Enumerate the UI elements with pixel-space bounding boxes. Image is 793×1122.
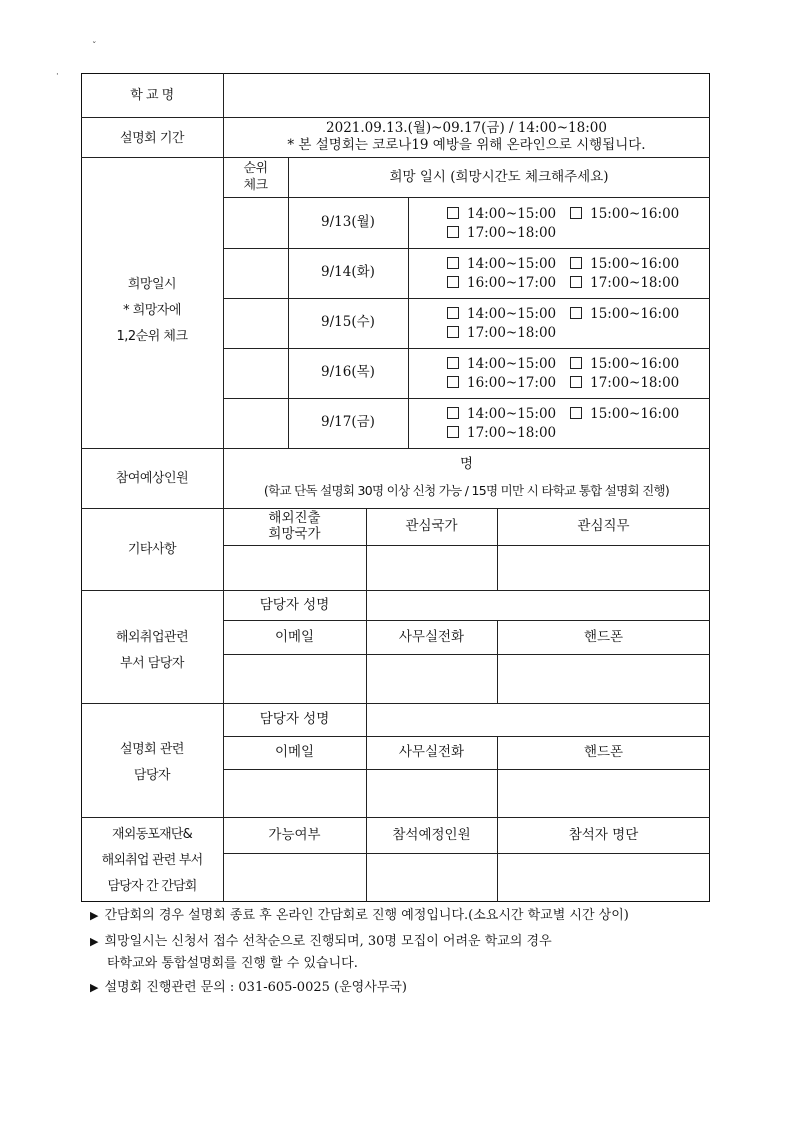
session-mobile-input[interactable] xyxy=(499,771,708,816)
bullet-arrow-icon: ▶ xyxy=(90,909,99,922)
rank-input[interactable] xyxy=(225,400,287,447)
time-slots xyxy=(447,255,679,293)
expected-count-input[interactable] xyxy=(368,855,496,900)
rank-input[interactable] xyxy=(225,250,287,297)
time-slot[interactable]: 14:00~15:00 xyxy=(447,405,556,423)
time-slot[interactable]: 15:00~16:00 xyxy=(570,405,679,423)
row-divider xyxy=(81,817,710,818)
time-slot[interactable]: 17:00~18:00 xyxy=(447,324,556,342)
school-name-input[interactable] xyxy=(225,75,708,116)
availability-input[interactable] xyxy=(225,855,365,900)
email-header: 이메일 xyxy=(274,629,315,645)
row-divider xyxy=(223,769,710,770)
col-divider xyxy=(288,157,289,448)
desired-country-input[interactable] xyxy=(225,547,365,589)
scan-speck: · xyxy=(56,70,59,80)
checkbox-icon[interactable] xyxy=(447,207,459,219)
checkbox-icon[interactable] xyxy=(570,407,582,419)
checkbox-icon[interactable] xyxy=(447,326,459,338)
checkbox-icon[interactable] xyxy=(570,357,582,369)
row-divider xyxy=(223,197,710,198)
note-item: ▶ 간담회의 경우 설명회 종료 후 온라인 간담회로 진행 예정입니다.(소요시간 학교별 시간 상이) xyxy=(90,908,629,923)
office-phone-header: 사무실전화 xyxy=(398,629,465,645)
date-label: 9/13(월) xyxy=(321,214,375,230)
time-slot[interactable]: 16:00~17:00 xyxy=(447,374,556,392)
time-slots xyxy=(447,405,679,443)
email-header: 이메일 xyxy=(274,744,315,760)
checkbox-icon[interactable] xyxy=(447,426,459,438)
period-online-notice: * 본 설명회는 코로나19 예방을 위해 온라인으로 시행됩니다. xyxy=(287,137,646,153)
col-divider xyxy=(408,197,409,448)
time-slot[interactable]: 17:00~18:00 xyxy=(447,424,556,442)
session-email-input[interactable] xyxy=(225,771,365,816)
time-slots xyxy=(447,205,679,243)
desired-country-header: 해외진출 희망국가 xyxy=(268,510,321,542)
row-divider xyxy=(223,620,710,621)
checkbox-icon[interactable] xyxy=(447,376,459,388)
preferred-time-header: 희망 일시 (희망시간도 체크해주세요) xyxy=(389,169,609,185)
row-divider xyxy=(223,545,710,546)
mobile-header: 핸드폰 xyxy=(583,629,624,645)
row-divider xyxy=(223,348,710,349)
period-label: 설명회 기간 xyxy=(120,131,184,146)
session-office-phone-input[interactable] xyxy=(368,771,496,816)
rank-input[interactable] xyxy=(225,300,287,347)
dept-email-input[interactable] xyxy=(225,656,365,702)
note-item: ▶ 희망일시는 신청서 접수 선착순으로 진행되며, 30명 모집이 어려운 학교의 경우 xyxy=(90,934,552,949)
time-slot[interactable]: 17:00~18:00 xyxy=(570,374,679,392)
row-divider xyxy=(223,398,710,399)
period-dates: 2021.09.13.(월)~09.17(금) / 14:00~18:00 xyxy=(326,120,607,136)
row-divider xyxy=(81,448,710,449)
checkbox-icon[interactable] xyxy=(447,276,459,288)
col-divider xyxy=(366,590,367,620)
checkbox-icon[interactable] xyxy=(447,407,459,419)
time-slot[interactable]: 14:00~15:00 xyxy=(447,305,556,323)
checkbox-icon[interactable] xyxy=(570,376,582,388)
dept-contact-name-input[interactable] xyxy=(368,592,708,619)
availability-header: 가능여부 xyxy=(268,827,321,843)
etc-label: 기타사항 xyxy=(127,542,177,557)
col-divider xyxy=(366,703,367,736)
note-item: ▶ 설명회 진행관련 문의 : 031-605-0025 (운영사무국) xyxy=(90,980,407,995)
row-divider xyxy=(81,508,710,509)
dept-contact-label: 해외취업관련 부서 담당자 xyxy=(115,630,189,671)
session-contact-label: 설명회 관련 담당자 xyxy=(120,742,184,783)
row-divider xyxy=(81,157,710,158)
checkbox-icon[interactable] xyxy=(447,257,459,269)
time-slot[interactable]: 17:00~18:00 xyxy=(447,224,556,242)
attendance-note: (학교 단독 설명회 30명 이상 신청 가능 / 15명 미만 시 타학교 통합 설명회 진행) xyxy=(263,483,670,498)
checkbox-icon[interactable] xyxy=(570,307,582,319)
session-contact-name-input[interactable] xyxy=(368,705,708,735)
dept-office-phone-input[interactable] xyxy=(368,656,496,702)
interest-job-header: 관심직무 xyxy=(577,518,630,534)
rank-input[interactable] xyxy=(225,199,287,247)
note-continuation: 타학교와 통합설명회를 진행 할 수 있습니다. xyxy=(107,956,358,971)
rank-input[interactable] xyxy=(225,350,287,397)
office-phone-header: 사무실전화 xyxy=(398,744,465,760)
row-divider xyxy=(223,298,710,299)
meeting-label: 재외동포재단& 해외취업 관련 부서 담당자 간 간담회 xyxy=(101,827,203,894)
preferred-schedule-label: 희망일시 * 희망자에 1,2순위 체크 xyxy=(116,277,188,344)
row-divider xyxy=(223,853,710,854)
checkbox-icon[interactable] xyxy=(447,226,459,238)
time-slot[interactable]: 16:00~17:00 xyxy=(447,274,556,292)
time-slot[interactable]: 14:00~15:00 xyxy=(447,355,556,373)
row-divider xyxy=(223,654,710,655)
row-divider xyxy=(81,590,710,591)
checkbox-icon[interactable] xyxy=(570,257,582,269)
dept-mobile-input[interactable] xyxy=(499,656,708,702)
time-slot[interactable]: 14:00~15:00 xyxy=(447,255,556,273)
contact-name-label: 담당자 성명 xyxy=(259,711,330,727)
scan-speck: ˇ xyxy=(92,42,97,52)
checkbox-icon[interactable] xyxy=(447,357,459,369)
contact-name-label: 담당자 성명 xyxy=(259,597,330,613)
checkbox-icon[interactable] xyxy=(570,207,582,219)
school-name-label: 학 교 명 xyxy=(130,88,174,103)
time-slot[interactable]: 15:00~16:00 xyxy=(570,255,679,273)
row-divider xyxy=(81,117,710,118)
time-slots xyxy=(447,355,679,393)
interest-country-header: 관심국가 xyxy=(405,518,458,534)
attendee-list-header: 참석자 명단 xyxy=(568,827,639,843)
row-divider xyxy=(223,736,710,737)
expected-count-header: 참석예정인원 xyxy=(392,827,471,843)
time-slot[interactable]: 15:00~16:00 xyxy=(570,205,679,223)
row-divider xyxy=(81,703,710,704)
attendance-unit: 명 xyxy=(459,456,474,472)
interest-country-input[interactable] xyxy=(368,547,496,589)
bullet-arrow-icon: ▶ xyxy=(90,981,99,994)
checkbox-icon[interactable] xyxy=(447,307,459,319)
row-divider xyxy=(223,248,710,249)
interest-job-input[interactable] xyxy=(499,547,708,589)
rank-check-header: 순위 체크 xyxy=(243,161,268,193)
date-label: 9/16(목) xyxy=(321,364,375,380)
time-slot[interactable]: 14:00~15:00 xyxy=(447,205,556,223)
time-slots xyxy=(447,305,679,343)
bullet-arrow-icon: ▶ xyxy=(90,935,99,948)
mobile-header: 핸드폰 xyxy=(583,744,624,760)
checkbox-icon[interactable] xyxy=(570,276,582,288)
attendee-list-input[interactable] xyxy=(499,855,708,900)
date-label: 9/14(화) xyxy=(321,264,375,280)
time-slot[interactable]: 15:00~16:00 xyxy=(570,305,679,323)
time-slot[interactable]: 17:00~18:00 xyxy=(570,274,679,292)
date-label: 9/15(수) xyxy=(321,314,375,330)
attendance-label: 참여예상인원 xyxy=(115,471,189,486)
date-label: 9/17(금) xyxy=(321,414,375,430)
time-slot[interactable]: 15:00~16:00 xyxy=(570,355,679,373)
